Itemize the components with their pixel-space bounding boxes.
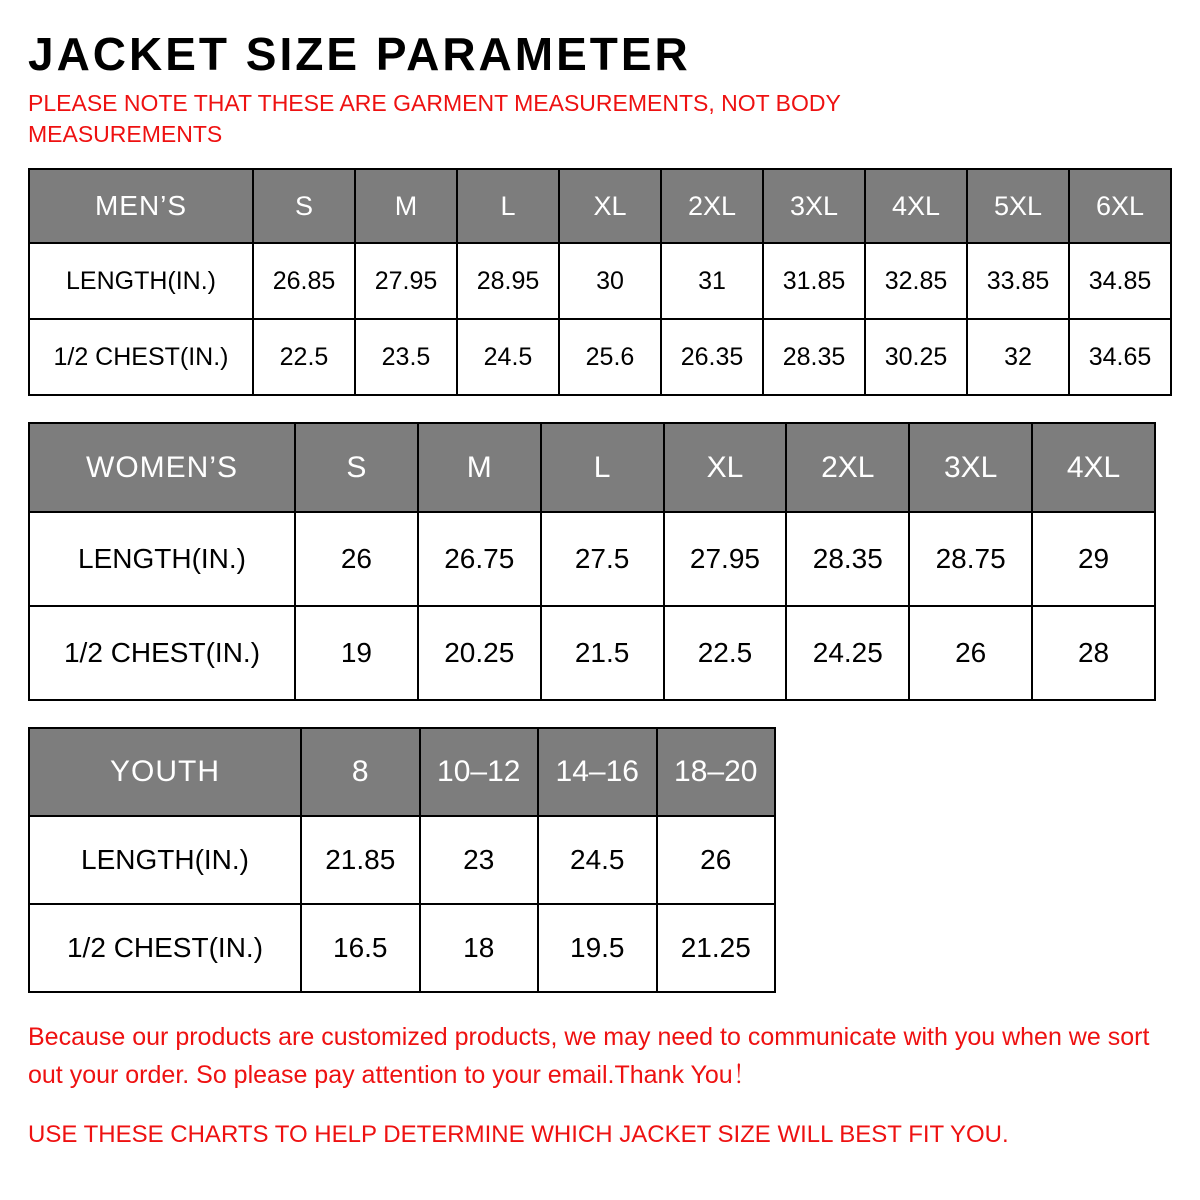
column-header: 18–20 xyxy=(657,728,776,816)
table-row xyxy=(29,319,1171,395)
table-cell: 23.5 xyxy=(355,319,457,395)
column-header: WOMEN’S xyxy=(29,423,295,512)
table-cell: 26 xyxy=(657,816,776,904)
chart-usage-notice: USE THESE CHARTS TO HELP DETERMINE WHICH JACKET SIZE WILL BEST FIT YOU. xyxy=(28,1121,1009,1149)
table-cell: 16.5 xyxy=(301,904,420,992)
column-header: L xyxy=(457,169,559,243)
column-header: YOUTH xyxy=(29,728,301,816)
garment-measurement-note: PLEASE NOTE THAT THESE ARE GARMENT MEASUREMENTS, NOT BODY MEASUREMENTS xyxy=(28,90,841,148)
table-cell: 19.5 xyxy=(538,904,657,992)
table-cell: 34.85 xyxy=(1069,243,1171,319)
column-header: 5XL xyxy=(967,169,1069,243)
customization-notice: Because our products are customized products, we may need to communicate with you when we sort out your order. So please pay attention to your email.Thank You！ xyxy=(28,1023,1150,1089)
row-label: 1/2 CHEST(IN.) xyxy=(29,606,295,700)
row-label: 1/2 CHEST(IN.) xyxy=(29,319,253,395)
column-header: 2XL xyxy=(786,423,909,512)
table-cell: 20.25 xyxy=(418,606,541,700)
table-cell: 21.85 xyxy=(301,816,420,904)
table-cell: 32 xyxy=(967,319,1069,395)
table-cell: 21.5 xyxy=(541,606,664,700)
row-label: 1/2 CHEST(IN.) xyxy=(29,904,301,992)
column-header: S xyxy=(295,423,418,512)
table-cell: 22.5 xyxy=(664,606,787,700)
column-header: 14–16 xyxy=(538,728,657,816)
table-cell: 26.35 xyxy=(661,319,763,395)
column-header: 3XL xyxy=(909,423,1032,512)
table-cell: 27.95 xyxy=(355,243,457,319)
row-label: LENGTH(IN.) xyxy=(29,243,253,319)
table-cell: 29 xyxy=(1032,512,1155,606)
table-cell: 24.5 xyxy=(457,319,559,395)
row-label: LENGTH(IN.) xyxy=(29,512,295,606)
table-cell: 18 xyxy=(420,904,539,992)
table-cell: 26.75 xyxy=(418,512,541,606)
table-row xyxy=(29,904,775,992)
table-cell: 19 xyxy=(295,606,418,700)
table-header-row xyxy=(29,423,1155,512)
table-cell: 24.25 xyxy=(786,606,909,700)
table-row xyxy=(29,816,775,904)
table-header-row xyxy=(29,169,1171,243)
womens-size-table xyxy=(28,422,1156,701)
column-header: 10–12 xyxy=(420,728,539,816)
table-cell: 33.85 xyxy=(967,243,1069,319)
column-header: 4XL xyxy=(865,169,967,243)
table-cell: 27.95 xyxy=(664,512,787,606)
table-cell: 28.35 xyxy=(786,512,909,606)
column-header: MEN’S xyxy=(29,169,253,243)
column-header: 6XL xyxy=(1069,169,1171,243)
table-cell: 26 xyxy=(909,606,1032,700)
column-header: M xyxy=(355,169,457,243)
table-cell: 28 xyxy=(1032,606,1155,700)
column-header: S xyxy=(253,169,355,243)
table-cell: 23 xyxy=(420,816,539,904)
table-row xyxy=(29,512,1155,606)
table-cell: 32.85 xyxy=(865,243,967,319)
table-cell: 22.5 xyxy=(253,319,355,395)
table-cell: 21.25 xyxy=(657,904,776,992)
table-header-row xyxy=(29,728,775,816)
table-cell: 25.6 xyxy=(559,319,661,395)
table-cell: 26.85 xyxy=(253,243,355,319)
table-cell: 28.95 xyxy=(457,243,559,319)
table-cell: 28.35 xyxy=(763,319,865,395)
column-header: 8 xyxy=(301,728,420,816)
column-header: L xyxy=(541,423,664,512)
table-row xyxy=(29,243,1171,319)
column-header: XL xyxy=(664,423,787,512)
column-header: 3XL xyxy=(763,169,865,243)
column-header: 2XL xyxy=(661,169,763,243)
column-header: 4XL xyxy=(1032,423,1155,512)
row-label: LENGTH(IN.) xyxy=(29,816,301,904)
table-cell: 31 xyxy=(661,243,763,319)
page-title: JACKET SIZE PARAMETER xyxy=(28,28,691,80)
table-cell: 27.5 xyxy=(541,512,664,606)
table-cell: 34.65 xyxy=(1069,319,1171,395)
table-cell: 28.75 xyxy=(909,512,1032,606)
mens-size-table xyxy=(28,168,1172,396)
table-cell: 31.85 xyxy=(763,243,865,319)
table-row xyxy=(29,606,1155,700)
table-cell: 26 xyxy=(295,512,418,606)
table-cell: 30 xyxy=(559,243,661,319)
youth-size-table xyxy=(28,727,776,993)
table-cell: 30.25 xyxy=(865,319,967,395)
column-header: M xyxy=(418,423,541,512)
column-header: XL xyxy=(559,169,661,243)
table-cell: 24.5 xyxy=(538,816,657,904)
